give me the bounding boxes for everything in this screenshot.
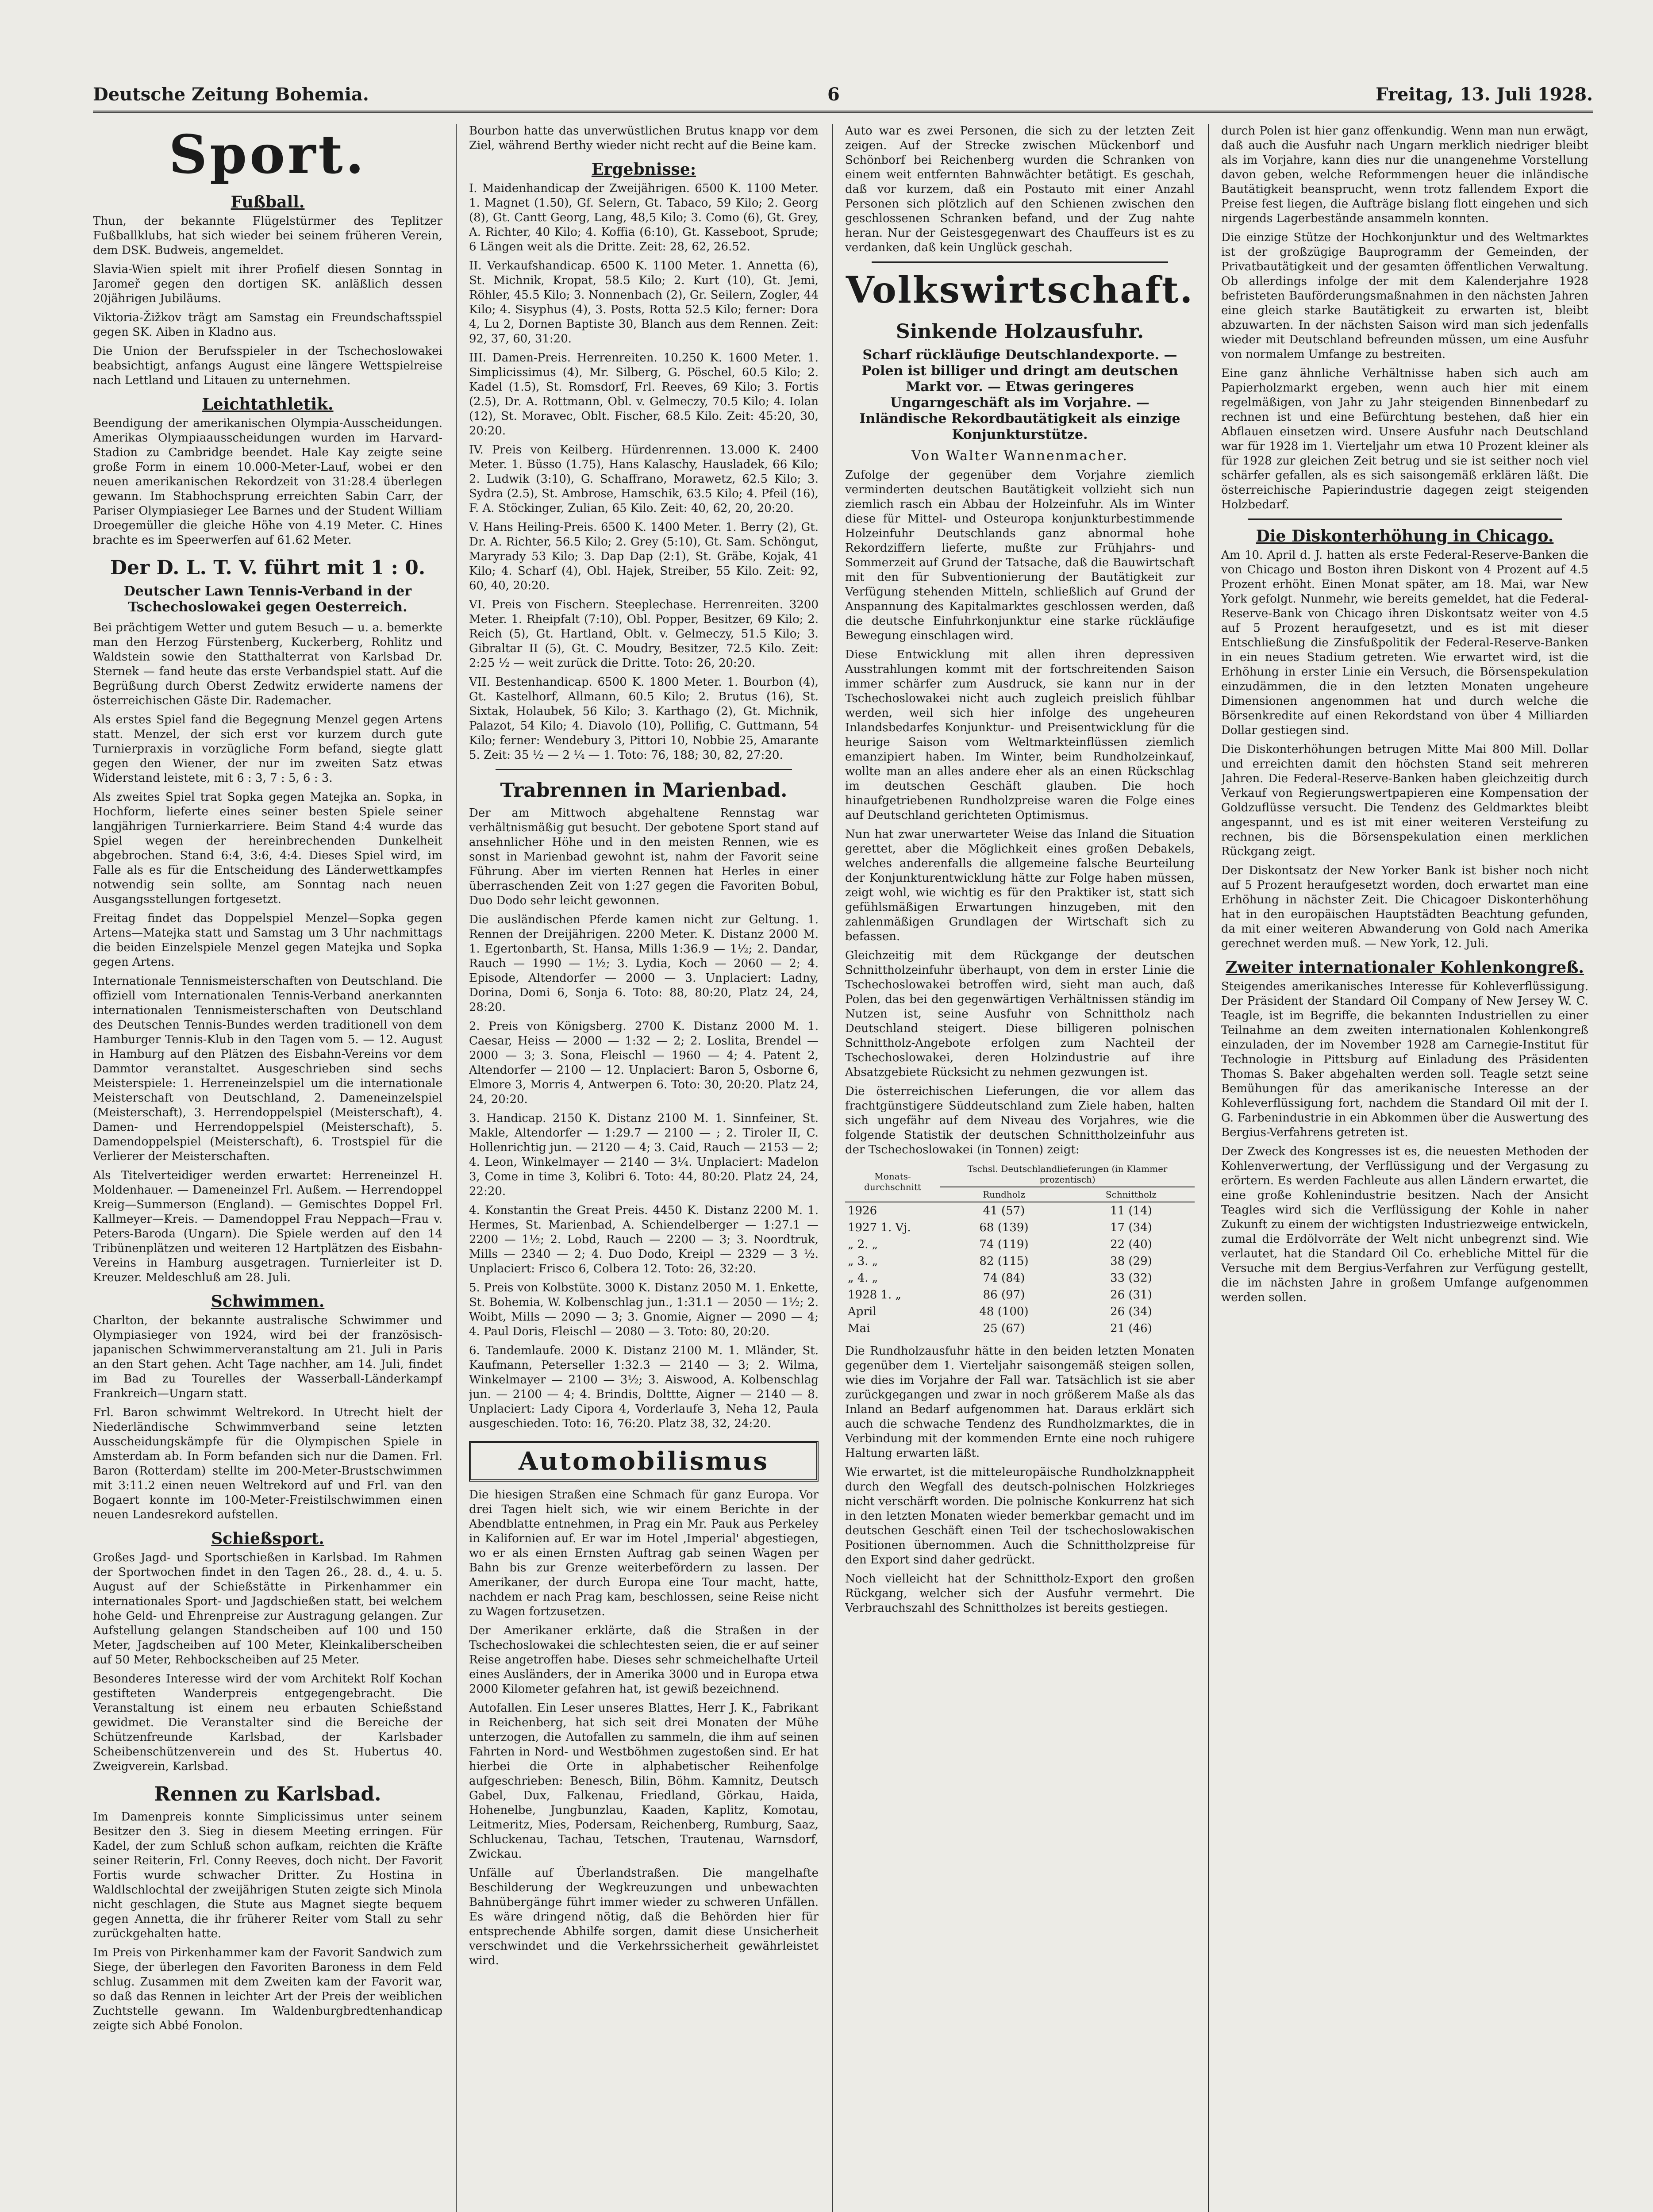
article-paragraph: Frl. Baron schwimmt Weltrekord. In Utrecht hielt der Niederländische Schwimmverband seine letzten Ausscheidungskämpfe für die Olympischen Spiele in Amsterdam ab. In Form befanden sich nur die Damen. Frl. Baron (Rotterdam) stellte im 200-Meter-Brustschwimmen mit 3:11.2 einen neuen Weltrekord auf und Frl. van den Bogaert konnte im 100-Meter-Freistilschwimmen einen neuen Landesrekord aufstellen. xyxy=(93,1406,442,1521)
table-cell: April xyxy=(848,1305,876,1318)
headline-trotting: Trabrennen in Marienbad. xyxy=(500,779,788,802)
article-paragraph: Internationale Tennismeisterschaften von Deutschland. Die offiziell vom Internationalen Tennis-Verband anerkannten internationalen Tennismeisterschaften von Deutschland des Deutschen Tennis-Bundes werden traditionell von dem Hamburger Tennis-Klub in den Tagen vom 5. — 12. August in Hamburg auf den Plätzen des Eisbahn-Vereins vor dem Dammtor veranstaltet. Ausgeschrieben sind sechs Meisterspiele: 1. Herreneinzelspiel um die internationale Meisterschaft von Deutschland, 2. Dameneinzelspiel (Meisterschaft), 3. Herrendoppelspiel (Meisterschaft), 4. Damen- und Herrendoppelspiel (Meisterschaft), 5. Damendoppelspiel (Meisterschaft), 6. Trostspiel für die Verlierer der Meisterschaften. xyxy=(93,975,442,1163)
article-paragraph: Die Union der Berufsspieler in der Tschechoslowakei beabsichtigt, anfangs August eine längere Wettspielreise nach Lettland und Litauen zu unternehmen. xyxy=(93,345,442,387)
article-paragraph: durch Polen ist hier ganz offenkundig. Wenn man nun erwägt, daß auch die Ausfuhr nach Ungarn merklich niedriger bleibt als im Vorjahre, kann dies nur die unangenehme Vorstellung davon geben, welche Reformmengen heuer die inländische Bautätigkeit beansprucht, wenn trotz fallendem Export die Preise fest liegen, die Aufträge bislang flott eingehen und sich nirgends Lagerbestände ansammeln konnten. xyxy=(1221,124,1588,225)
article-paragraph: Gleichzeitig mit dem Rückgange der deutschen Schnittholzeinfuhr überhaupt, von dem in erster Linie die Tschechoslowakei betroffen wird, sieht man auch, daß Polen, das bei den gegenwärtigen Verhältnissen ständig im Nutzen ist, seine Ausfuhr von Schnittholz nach Deutschland steigert. Diese billigeren polnischen Schnittholz-Angebote erfolgen zum Nachteil der Tschechoslowakei, deren Holzindustrie auf ihre Absatzgebiete Rücksicht zu nehmen gezwungen ist. xyxy=(845,949,1195,1079)
newspaper-page xyxy=(93,80,1593,2212)
table-header: Rundholz xyxy=(940,1187,1068,1202)
headline-chicago-discount: Die Diskonterhöhung in Chicago. xyxy=(1256,527,1554,545)
headline-karlsbad-races: Rennen zu Karlsbad. xyxy=(154,1783,381,1805)
race-result: Die ausländischen Pferde kamen nicht zur Geltung. 1. Rennen der Dreijährigen. 2200 Meter. K. Distanz 2000 M. 1. Egertonbarth, St. Hansa, Mills 1:36.9 — 1½; 2. Dandar, Rauch — 1990 — 1½; 3. Lydia, Koch — 2060 — 2; 4. Episode, Altendorfer — 2000 — 3. Unplaciert: Ladny, Dorina, Domi 6, Sonja 6. Toto: 88, 80:20, Platz 24, 24, 28:20. xyxy=(469,913,819,1014)
table-cell: 68 (139) xyxy=(979,1221,1029,1234)
article-paragraph: Unfälle auf Überlandstraßen. Die mangelhafte Beschilderung der Wegkreuzungen und unbewachten Bahnübergänge führt immer wieder zu schweren Unfällen. Es wäre dringend nötig, daß die Behörden hier für entsprechende Abhilfe sorgen, damit diese Unsicherheit verschwindet und die Verkehrssicherheit gewährleistet wird. xyxy=(469,1866,819,1967)
column-2 xyxy=(469,124,819,2212)
article-paragraph: Bei prächtigem Wetter und gutem Besuch — u. a. bemerkte man den Herzog Fürstenberg, Kuckerberg, Rohlitz und Waldstein sowie den Statthalterrat von Karlsbad Dr. Sternek — fand heute das erste Verbandspiel statt. Auf die Begrüßung durch Oberst Zedwitz erwiderte namens der österreichischen Gäste Dir. Rademacher. xyxy=(93,621,442,707)
subsection-shooting: Schießsport. xyxy=(211,1529,324,1548)
race-result: 2. Preis von Königsberg. 2700 K. Distanz 2000 M. 1. Caesar, Heiss — 2000 — 1:32 — 2; 2. Loslita, Brendel — 2000 — 3; 3. Sona, Fleischl — 1960 — 4; 4. Patent 2, Altendorfer — 2100 — 12. Unplaciert: Baron 5, Osborne 6, Elmore 3, Morris 4, Antwerpen 6. Toto: 30, 20:20. Platz 24, 24, 20:20. xyxy=(469,1020,819,1106)
author-byline: Von Walter Wannenmacher. xyxy=(911,448,1128,464)
article-paragraph: Slavia-Wien spielt mit ihrer Profielf diesen Sonntag in Jaromeř gegen den dortigen SK. anläßlich dessen 20jährigen Jubiläums. xyxy=(93,263,442,305)
column-3 xyxy=(845,124,1195,2212)
table-cell: „ 4. „ xyxy=(848,1271,878,1285)
table-cell: Mai xyxy=(848,1322,870,1335)
newspaper-name: Deutsche Zeitung Bohemia. xyxy=(93,84,369,105)
article-paragraph: Auto war es zwei Personen, die sich zu der letzten Zeit zeigen. Auf der Strecke zwischen Mückenborf und Schönborf bei Reichenberg wurden die Schranken von einem weit entfernten Bahnwächter betätigt. Es geschah, daß vor kurzem, daß ein Postauto mit einer Anzahl Personen sich plötzlich auf den Schienen zwischen den geschlossenen Schranken befand, und der Zug nahte heran. Nur der Geistesgegenwart des Chauffeurs ist es zu verdanken, daß kein Unglück geschah. xyxy=(845,124,1195,254)
table-row xyxy=(845,1236,1195,1253)
section-title-automobilismus: Automobilismus xyxy=(469,1441,819,1482)
article-paragraph: Die österreichischen Lieferungen, die vor allem das frachtgünstigere Süddeutschland zum Ziele haben, halten sich ungefähr auf dem Niveau des Vorjahres, wie die folgende Statistik der deutschen Schnittholzeinfuhr aus der Tschechoslowakei (in Tonnen) zeigt: xyxy=(845,1085,1195,1156)
export-statistics-table xyxy=(845,1162,1195,1337)
table-cell: 48 (100) xyxy=(979,1305,1029,1318)
divider xyxy=(1248,518,1562,520)
subsection-swimming: Schwimmen. xyxy=(211,1292,325,1311)
race-result: 3. Handicap. 2150 K. Distanz 2100 M. 1. Sinnfeiner, St. Makle, Altendorfer — 1:29.7 — 2100 — ; 2. Tiroler II, C. Hollenrichtig jun. — 2120 — 4; 3. Caid, Rauch — 2153 — 2; 4. Leon, Winkelmayer — 2140 — 3¼. Unplaciert: Madelon 3, Come in time 3, Kolibri 6. Toto: 44, 80:20. Platz 24, 24, 22:20. xyxy=(469,1112,819,1198)
article-paragraph: Die hiesigen Straßen eine Schmach für ganz Europa. Vor drei Tagen hielt sich, wie wir einem Berichte in der Abendblatte entnehmen, in Prag ein Mr. Pauk aus Perkeley in Kalifornien auf. Er war im Hotel ‚Imperial' abgestiegen, wo er als einen Ernsten Auftrag gab seinen Wagen per Bahn bis zur Grenze weiterbefördern zu lassen. Der Amerikaner, der durch Europa eine Tour macht, hatte, nachdem er nach Prag kam, beschlossen, seine Reise nicht zu Wagen fortzusetzen. xyxy=(469,1488,819,1618)
article-paragraph: Großes Jagd- und Sportschießen in Karlsbad. Im Rahmen der Sportwochen findet in den Tagen 26., 28. d., 4. u. 5. August auf der Schießstätte in Pirkenhammer ein internationales Sport- und Jagdschießen statt, bei welchem hohe Geld- und Ehrenpreise zur Austragung gelangen. Zur Aufstellung gelangen Standscheiben auf 100 und 150 Meter, Jagdscheiben auf 100 Meter, Kleinkaliberscheiben auf 50 Meter, Rehbockscheiben auf 25 Meter. xyxy=(93,1551,442,1667)
issue-date: Freitag, 13. Juli 1928. xyxy=(1376,84,1593,105)
article-paragraph: Freitag findet das Doppelspiel Menzel—Sopka gegen Artens—Matejka statt und Samstag um 3 Uhr nachmittags die beiden Einzelspiele Menzel gegen Matejka und Sopka gegen Artens. xyxy=(93,912,442,969)
headline-coal-congress: Zweiter internationaler Kohlenkongreß. xyxy=(1225,958,1584,977)
table-cell: 74 (119) xyxy=(979,1238,1029,1251)
table-cell: 1926 xyxy=(848,1204,877,1217)
column-rule xyxy=(1208,124,1209,2212)
article-paragraph: Viktoria-Žižkov trägt am Samstag ein Freundschaftsspiel gegen SK. Aiben in Kladno aus. xyxy=(93,311,442,339)
table-cell: 86 (97) xyxy=(983,1288,1025,1302)
article-paragraph: Als Titelverteidiger werden erwartet: Herreneinzel H. Moldenhauer. — Dameneinzel Frl. Außem. — Herrendoppel Kreig—Summerson (England). — Gemischtes Doppel Frl. Kallmeyer—Kreis. — Damendoppel Frau Neppach—Frau v. Peters-Baroda (Ungarn). Die Spiele werden auf den 14 Tribünenplätzen und weiteren 12 Hartplätzen des Eisbahn-Vereins in Hamburg ausgetragen. Turnierleiter ist D. Kreuzer. Meldeschluß am 28. Juli. xyxy=(93,1169,442,1284)
article-paragraph: Wie erwartet, ist die mitteleuropäische Rundholzknappheit durch den Wegfall des deutsch-polnischen Holzkrieges nicht verschärft worden. Die polnische Konkurrenz hat sich in den letzten Monaten wieder bemerkbar gemacht und im deutschen Geschäft einen Teil der tschechoslowakischen Positionen übernommen. Auch die Schnittholzpreise für den Export sind daher gedrückt. xyxy=(845,1466,1195,1567)
article-paragraph: Der Zweck des Kongresses ist es, die neuesten Methoden der Kohlenverwertung, der Verflüssigung und der Vergasung zu erörtern. Es werden Fachleute aus allen Ländern erwartet, die eine große Kohlenindustrie besitzen. Nach der Ansicht Teagles wird sich die Verflüssigung der Kohle in naher Zukunft zu einem der wichtigsten Industriezweige entwickeln, zumal die Erdölvorräte der Welt nicht unbegrenzt sind. Wie verlautet, hat die Standard Oil Co. erhebliche Mittel für die Versuche mit dem Bergius-Verfahren zur Verfügung gestellt, die im nächsten Jahre in großem Umfange aufgenommen werden sollen. xyxy=(1221,1145,1588,1304)
section-title-sport: Sport. xyxy=(169,124,367,186)
table-row xyxy=(845,1270,1195,1286)
table-cell: 26 (34) xyxy=(1110,1305,1152,1318)
article-paragraph: Die einzige Stütze der Hochkonjunktur und des Weltmarktes ist der großzügige Bauprogramm der Gemeinden, der Privatbautätigkeit und der gesamten öffentlichen Verwaltung. Ob allerdings infolge der mit dem Kalenderjahre 1928 befristeten Bauförderungsmaßnahmen in den nächsten Jahren eine gleich starke Bautätigkeit zu erwarten ist, bleibt abzuwarten. In der nächsten Saison wird man sich jedenfalls wieder mit Deutschland befreunden müssen, um eine Ausfuhr von normalem Umfange zu bestreiten. xyxy=(1221,231,1588,361)
table-cell: 17 (34) xyxy=(1110,1221,1152,1234)
article-paragraph: Eine ganz ähnliche Verhältnisse haben sich auch am Papierholzmarkt ergeben, wenn auch hier mit einem regelmäßigen, von Jahr zu Jahr steigenden Binnenbedarf zu rechnen ist und eine Befürchtung bestehen, daß hier ein Abflauen einsetzen wird. Unsere Ausfuhr nach Deutschland war für 1928 im 1. Vierteljahr um etwa 10 Prozent kleiner als für 1928 zur gleichen Zeit betrug und sie ist seither noch viel schärfer gefallen, als es sich saisongemäß erklären läßt. Die österreichische Papierindustrie dagegen zeigt steigenden Holzbedarf. xyxy=(1221,367,1588,511)
table-row xyxy=(845,1320,1195,1337)
race-result: 6. Tandemlaufe. 2000 K. Distanz 2100 M. 1. Mländer, St. Kaufmann, Peterseller 1:32.3 — 2140 — 3; 2. Wilma, Winkelmayer — 2100 — 3½; 3. Aiswood, A. Kolbenschlag jun. — 2100 — 4; 4. Brindis, Dolttte, Aigner — 2140 — 8. Unplaciert: Lady Cipora 4, Vorderlaufe 3, Neha 12, Paula ausgeschieden. Toto: 16, 76:20. Platz 38, 32, 24:20. xyxy=(469,1344,819,1430)
page-number: 6 xyxy=(827,84,840,105)
article-paragraph: Am 10. April d. J. hatten als erste Federal-Reserve-Banken die von Chicago und Boston ihren Diskont von 4 Prozent auf 4.5 Prozent erhöht. Einen Monat später, am 18. Mai, war New York gefolgt. Nunmehr, wie bereits gemeldet, hat die Federal-Reserve-Bank von Chicago ihren Diskontsatz weiter von 4.5 auf 5 Prozent heraufgesetzt, und es ist mit dieser Entschließung die Zinsfußpolitik der Federal-Reserve-Banken in ein neues Stadium getreten. Wie erwartet wird, ist die Erhöhung in erster Linie ein Versuch, die Börsenspekulation einzudämmen, die in den letzten Monaten ungeheure Dimensionen angenommen hat und durch welche die Börsenkredite auf einen Rekordstand von über 4 Milliarden Dollar gestiegen sind. xyxy=(1221,549,1588,737)
table-cell: 33 (32) xyxy=(1110,1271,1152,1285)
table-cell: 38 (29) xyxy=(1110,1255,1152,1268)
subsection-football: Fußball. xyxy=(231,193,305,211)
article-paragraph: Der am Mittwoch abgehaltene Rennstag war verhältnismäßig gut besucht. Der gebotene Sport stand auf ansehnlicher Höhe und in den meisten Rennen, wie es sonst in Marienbad gewohnt ist, nahm der Favorit seine Führung. Aber im vierten Rennen hat Herles in einer überraschenden Zeit von 1:27 gegen die Favoriten Bobul, Duo Dodo sehr leicht gewonnen. xyxy=(469,806,819,907)
table-cell: „ 2. „ xyxy=(848,1238,878,1251)
results-heading: Ergebnisse: xyxy=(591,160,696,179)
article-paragraph: Nun hat zwar unerwarteter Weise das Inland die Situation gerettet, aber die Möglichkeit eines großen Debakels, welches anderenfalls die allgemeine falsche Beurteilung der Konjunkturentwicklung hätte zur Folge haben müssen, zeigt wohl, wie wichtig es für den Praktiker ist, statt sich gefühlsmäßigen Erwartungen hinzugeben, mit den zahlenmäßigen Grundlagen der Wirtschaft sich zu befassen. xyxy=(845,828,1195,943)
table-cell: 1928 1. „ xyxy=(848,1288,901,1302)
article-paragraph: Der Diskontsatz der New Yorker Bank ist bisher noch nicht auf 5 Prozent heraufgesetzt worden, doch erwartet man eine Erhöhung in nächster Zeit. Die Chicagoer Diskonterhöhung hat in den europäischen Hauptstädten Beachtung gefunden, da mit einer weiteren Abwanderung von Gold nach Amerika gerechnet werden muß. — New York, 12. Juli. xyxy=(1221,864,1588,950)
table-cell: „ 3. „ xyxy=(848,1255,878,1268)
table-cell: 11 (14) xyxy=(1110,1204,1152,1217)
article-paragraph: Diese Entwicklung mit allen ihren depressiven Ausstrahlungen kommt mit der fortschreitenden Saison immer schärfer zum Ausdruck, sie kann nur in der Tschechoslowakei nicht auch zugleich preislich fühlbar werden, weil sich hier infolge des ungeheuren Inlandsbedarfes Konjunktur- und Preisentwicklung für die heurige Saison vom Weltmarkteinflüssen ziemlich emanzipiert haben. Im Winter, beim Rundholzeinkauf, wollte man an alles andere eher als an einen Rückschlag im deutschen Geschäft glauben. Die hoch hinaufgetriebenen Rundholzpreise waren die Folge eines auf Deutschland gerichteten Optimismus. xyxy=(845,648,1195,822)
table-row xyxy=(845,1303,1195,1320)
article-paragraph: Noch vielleicht hat der Schnittholz-Export den großen Rückgang, welcher sich der Ausfuhr vermehrt. Die Verbrauchszahl des Schnittholzes ist bereits gestiegen. xyxy=(845,1572,1195,1615)
table-cell: 82 (115) xyxy=(979,1255,1029,1268)
table-header: Schnittholz xyxy=(1068,1187,1195,1202)
race-result: III. Damen-Preis. Herrenreiten. 10.250 K. 1600 Meter. 1. Simplicissimus (4), Mr. Silberg, G. Pöschel, 60.5 Kilo; 2. Kadel (1.5), St. Romsdorf, Frl. Reeves, 69 Kilo; 3. Fortis (2.5), Dr. A. Rottmann, Obl. v. Gelmeczy, 70.5 Kilo; 4. Iolan (12), St. Moravec, Oblt. Fischer, 68.5 Kilo. Zeit: 45:20, 30, 20:20. xyxy=(469,351,819,438)
table-row xyxy=(845,1253,1195,1270)
table-cell: 25 (67) xyxy=(983,1322,1025,1335)
column-4 xyxy=(1221,124,1588,2212)
divider xyxy=(872,261,1168,263)
race-result: I. Maidenhandicap der Zweijährigen. 6500 K. 1100 Meter. 1. Magnet (1.50), Gf. Selern, Gt. Tabaco, 59 Kilo; 2. Georg (8), Gt. Cantt Georg, Lang, 48,5 Kilo; 3. Como (6), Gt. Grey, A. Richter, 40 Kilo; 4. Koffia (6:10), Gt. Kasseboot, Sprude; 6 Längen weit als die Dritte. Zeit: 28, 62, 26.52. xyxy=(469,182,819,253)
article-paragraph: Zufolge der gegenüber dem Vorjahre ziemlich verminderten deutschen Bautätigkeit vollzieht sich nun ziemlich rasch ein Abbau der Holzeinfuhr. Als im Winter diese für Mittel- und Osteuropa konjunkturbestimmende Holzeinfuhr Deutschlands ganz abnormal hohe Rekordziffern lieferte, mußte zur Frühjahrs- und Sommerzeit auf Grund der Tatsache, daß die Bauwirtschaft mit den für Subventionierung der Bautätigkeit zur Verfügung stehenden Mitteln, schließlich auf Grund der Anspannung des Kapitalmarktes geschlossen werden, daß die deutsche Einfuhrkonjunktur eine starke rückläufige Bewegung einschlagen wird. xyxy=(845,469,1195,642)
table-row xyxy=(845,1202,1195,1219)
table-header: Tschsl. Deutschlandlieferungen (in Klammer prozentisch) xyxy=(940,1162,1195,1187)
divider xyxy=(496,769,792,770)
race-result: VII. Bestenhandicap. 6500 K. 1800 Meter. 1. Bourbon (4), Gt. Kastelhorf, Allmann, 60.5 Kilo; 2. Brutus (16), St. Sixtak, Holaubek, 56 Kilo; 3. Karthago (2), Gt. Michnik, Palazot, 54 Kilo; 4. Diavolo (10), Pollifig, C. Guttmann, 54 Kilo; ferner: Wendebury 3, Pittori 10, Nobbie 25, Amarante 5. Zeit: 35 ½ — 2 ¼ — 1. Toto: 76, 188; 30, 82, 27:20. xyxy=(469,676,819,762)
race-result: 5. Preis von Kolbstüte. 3000 K. Distanz 2050 M. 1. Enkette, St. Bohemia, W. Kolbenschlag jun., 1:31.1 — 2050 — 1½; 2. Woibt, Mills — 2090 — 3; 3. Gnomie, Aigner — 2090 — 4; 4. Paul Doris, Fleischl — 2080 — 3. Toto: 80, 20:20. xyxy=(469,1281,819,1338)
article-paragraph: Die Diskonterhöhungen betrugen Mitte Mai 800 Mill. Dollar und erreichten damit den höchsten Stand seit mehreren Jahren. Die Federal-Reserve-Banken haben gleichzeitig durch Verkauf von Regierungswertpapieren eine Kompensation der Goldzuflüsse versucht. Die Tendenz des Geldmarktes bleibt angespannt, und es ist mit einer weiteren Versteifung zu rechnen, bis die Börsenspekulation einen merklichen Rückgang zeigt. xyxy=(1221,743,1588,858)
column-1 xyxy=(93,124,442,2212)
table-cell: 26 (31) xyxy=(1110,1288,1152,1302)
article-paragraph: Der Amerikaner erklärte, daß die Straßen in der Tschechoslowakei die schlechtesten seien, die er auf seiner Reise angetroffen habe. Dieses sehr schmeichelhafte Urteil eines Ausländers, der in Amerika 3000 und in Europa etwa 2000 Kilometer gefahren hat, ist gewiß bezeichnend. xyxy=(469,1624,819,1696)
race-result: 4. Konstantin the Great Preis. 4450 K. Distanz 2200 M. 1. Hermes, St. Marienbad, A. Schiendelberger — 1:27.1 — 2200 — 1½; 2. Lobd, Rauch — 2200 — 3; 3. Noordtruk, Mills — 2340 — 2; 4. Duo Dodo, Kreipl — 2329 — 3 ½. Unplaciert: Frisco 6, Colbera 12. Toto: 26, 32:20. xyxy=(469,1204,819,1275)
section-title-economy: Volkswirtschaft. xyxy=(846,269,1194,311)
article-paragraph: Im Preis von Pirkenhammer kam der Favorit Sandwich zum Siege, der überlegen den Favoriten Baroness in dem Feld schlug. Zusammen mit dem Zweiten kam der Favorit war, so daß das Rennen in leichter Art der Preis der weiblichen Zuchtstelle gewann. Im Waldenburgbredtenhandicap zeigte sich Abbé Fonolon. xyxy=(93,1946,442,2032)
article-paragraph: Autofallen. Ein Leser unseres Blattes, Herr J. K., Fabrikant in Reichenberg, hat sich seit drei Monaten der Mühe unterzogen, die Autofallen zu sammeln, die ihm auf seinen Fahrten in Nord- und Westböhmen zugestoßen sind. Er hat hierbei die Orte in alphabetischer Reihenfolge aufgeschrieben: Benesch, Bilin, Böhm. Kamnitz, Deutsch Gabel, Dux, Falkenau, Friedland, Görkau, Haida, Hohenelbe, Jungbunzlau, Kaaden, Kaplitz, Komotau, Leitmeritz, Mies, Podersam, Reichenberg, Rumburg, Saaz, Schluckenau, Tachau, Tetschen, Trautenau, Warnsdorf, Zwickau. xyxy=(469,1701,819,1861)
headline-wood-export: Sinkende Holzausfuhr. xyxy=(896,320,1144,343)
article-paragraph: Besonderes Interesse wird der vom Architekt Rolf Kochan gestifteten Wanderpreis entgegengebracht. Die Veranstaltung ist einem neu erbauten Schießstand gewidmet. Die Veranstalter sind die Bereiche der Schützenfreunde Karlsbad, der Karlsbader Scheibenschützenverein und des St. Hubertus 40. Zweigverein, Karlsbad. xyxy=(93,1672,442,1773)
article-paragraph: Die Rundholzausfuhr hätte in den beiden letzten Monaten gegenüber dem 1. Vierteljahr saisongemäß steigen sollen, wie dies im Vorjahre der Fall war. Tatsächlich ist sie aber zurückgegangen und zwar in noch größerem Maße als das Inland an Bedarf aufgenommen hat. Daraus erklärt sich auch die schwache Tendenz des Rundholzmarktes, die in Verbindung mit der kommenden Ernte eine noch ruhigere Haltung erwarten läßt. xyxy=(845,1344,1195,1460)
article-paragraph: Als erstes Spiel fand die Begegnung Menzel gegen Artens statt. Menzel, der sich erst vor kurzem durch gute Turnierpraxis in vorzügliche Form befand, siegte glatt gegen den Wiener, der nur im zweiten Satz etwas Widerstand leistete, mit 6 : 3, 7 : 5, 6 : 3. xyxy=(93,713,442,785)
article-paragraph: Thun, der bekannte Flügelstürmer des Teplitzer Fußballklubs, hat sich wieder bei seinem früheren Verein, dem DSK. Budweis, angemeldet. xyxy=(93,215,442,257)
page-header xyxy=(93,80,1593,113)
table-cell: 1927 1. Vj. xyxy=(848,1221,911,1234)
column-rule xyxy=(456,124,457,2212)
race-result: IV. Preis von Keilberg. Hürdenrennen. 13.000 K. 2400 Meter. 1. Büsso (1.75), Hans Kalaschy, Hausladek, 66 Kilo; 2. Ludwik (3:10), G. Schaffrano, Morawetz, 62.5 Kilo; 3. Sydra (2.5), St. Ambrose, Hamschik, 63.5 Kilo; 4. Pfeil (16), F. A. Stöckinger, Zulian, 65 Kilo. Zeit: 40, 62, 20, 20:20. xyxy=(469,443,819,515)
article-paragraph: Charlton, der bekannte australische Schwimmer und Olympiasieger von 1924, wird bei der französisch-japanischen Schwimmerveranstaltung am 21. Juli in Paris an den Start gehen. Acht Tage nachher, am 14. Juli, findet im Bad zu Tourelles der Wasserball-Länderkampf Frankreich—Ungarn statt. xyxy=(93,1314,442,1400)
race-result: VI. Preis von Fischern. Steeplechase. Herrenreiten. 3200 Meter. 1. Rheipfalt (7:10), Obl. Popper, Besitzer, 69 Kilo; 2. Reich (5), Gt. Hartland, Oblt. v. Gelmeczy, 51.5 Kilo; 3. Gibraltar II (5), Gt. C. Moudry, Besitzer, 72.5 Kilo. Zeit: 2:25 ½ — weit zurück die Dritte. Toto: 26, 20:20. xyxy=(469,598,819,670)
table-cell: 41 (57) xyxy=(983,1204,1025,1217)
article-paragraph: Steigendes amerikanisches Interesse für Kohleverflüssigung. Der Präsident der Standard Oil Company of New Jersey W. C. Teagle, ist im Begriffe, die bekannten Industriellen zu einer Teilnahme an dem zweiten internationalen Kohlenkongreß einzuladen, der im November 1928 am Carnegie-Institut für Technologie in Pittsburg auf Einladung des Präsidenten Thomas S. Baker abgehalten werden soll. Teagle setzt seine Bemühungen für das amerikanische Interesse an der Kohleverflüssigung fort, nachdem die Standard Oil mit der I. G. Farbenindustrie in ein Abkommen über die Auswertung des Bergius-Verfahrens getreten ist. xyxy=(1221,980,1588,1139)
race-result: II. Verkaufshandicap. 6500 K. 1100 Meter. 1. Annetta (6), St. Michnik, Kropat, 58.5 Kilo; 2. Kurt (10), Gt. Jemi, Röhler, 45.5 Kilo; 3. Nonnenbach (2), Gr. Seilern, Zogler, 44 Kilo; 4. Sisyphus (4), 3. Posts, Rotta 52.5 Kilo; ferner: Dora 4, Lu 2, Dornen Baptiste 30, Blanch aus dem Rennen. Zeit: 92, 37, 60, 31:20. xyxy=(469,259,819,346)
table-cell: 22 (40) xyxy=(1110,1238,1152,1251)
article-paragraph: Bourbon hatte das unverwüstlichen Brutus knapp vor dem Ziel, während Berthy wieder nicht recht auf die Beine kam. xyxy=(469,124,819,152)
column-rule xyxy=(832,124,833,2212)
table-row xyxy=(845,1286,1195,1303)
table-header: Monats-durchschnitt xyxy=(845,1162,940,1202)
article-paragraph: Im Damenpreis konnte Simplicissimus unter seinem Besitzer den 3. Sieg in diesem Meeting erringen. Für Kadel, der zum Schluß schon aufkam, reichten die Kräfte seiner Reiterin, Frl. Conny Reeves, doch nicht. Der Favorit Fortis wurde schwacher Dritter. Zu Hostina in Waldlschlochtal der zweijährigen Stuten zeigte sich Minola nicht geschlagen, die Stute aus Magnet siegte bequem gegen Annetta, die ihr früherer Reiter vom Stall zu sehr zurückgehalten hatte. xyxy=(93,1810,442,1940)
race-result: V. Hans Heiling-Preis. 6500 K. 1400 Meter. 1. Berry (2), Gt. Dr. A. Richter, 56.5 Kilo; 2. Grey (5:10), Gt. Sam. Schöngut, Maryrady 53 Kilo; 3. Dap Dap (2:1), St. Gräbe, Kojak, 41 Kilo; 4. Scharf (4), Obl. Hajek, Streiber, 55 Kilo. Zeit: 92, 60, 40, 20:20. xyxy=(469,521,819,592)
article-paragraph: Beendigung der amerikanischen Olympia-Ausscheidungen. Amerikas Olympiaausscheidungen wurden im Harvard-Stadion zu Cambridge beendet. Hale Kay zeigte seine große Form in einem 10.000-Meter-Lauf, wobei er den neuen amerikanischen Rekordzeit von 31:28.4 überlegen gewann. Im Stabhochsprung erreichten Sabin Carr, der Pariser Olympiasieger Lee Barnes und der Student William Droegemüller die gleiche Höhe von 4.19 Meter. C. Hines brachte es im Speerwerfen auf 61.62 Meter. xyxy=(93,417,442,547)
headline-tennis: Der D. L. T. V. führt mit 1 : 0. xyxy=(110,557,426,579)
table-cell: 74 (84) xyxy=(983,1271,1025,1285)
table-row xyxy=(845,1219,1195,1236)
table-cell: 21 (46) xyxy=(1110,1322,1152,1335)
subsection-athletics: Leichtathletik. xyxy=(202,395,334,414)
article-paragraph: Als zweites Spiel trat Sopka gegen Matejka an. Sopka, in Hochform, lieferte eines seiner besten Spiele seiner langjährigen Turnierkarriere. Beim Stand 4:4 wurde das Spiel wegen der hereinbrechenden Dunkelheit abgebrochen. Stand 6:4, 3:6, 4:4. Dieses Spiel wird, im Falle als es für die Entscheidung des Länderwettkampfes notwendig sein sollte, am Sonntag nach neuen Ausgangsstellungen fortgesetzt. xyxy=(93,791,442,906)
subheadline-wood-export: Scharf rückläufige Deutschlandexporte. — Polen ist billiger und dringt am deutschen Markt vor. — Etwas geringeres Ungarngeschäft als im Vorjahre. — Inländische Rekordbautätigkeit als einzige Konjunkturstütze. xyxy=(859,347,1180,442)
subheadline-tennis: Deutscher Lawn Tennis-Verband in der Tschechoslowakei gegen Oesterreich. xyxy=(123,584,412,615)
